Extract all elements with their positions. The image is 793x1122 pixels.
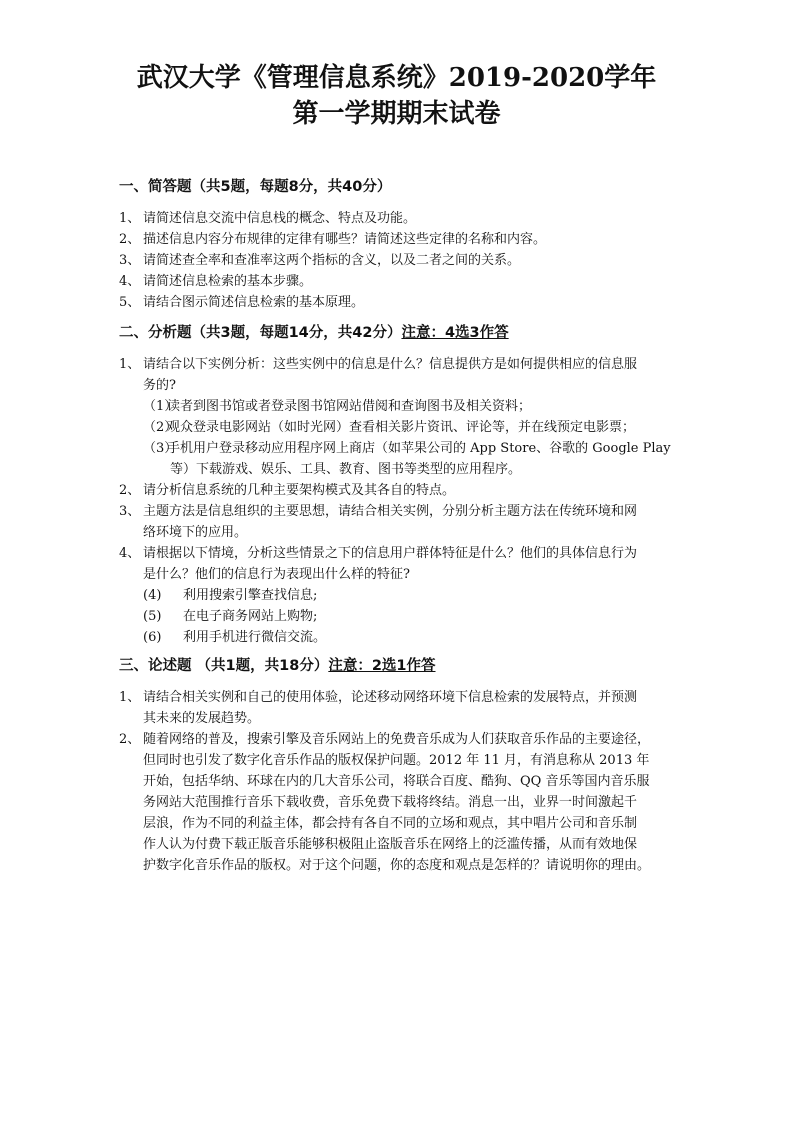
s3-question-2-line-4: 务网站大范围推行音乐下载收费，音乐免费下载将终结。消息一出，业界一时间激起千 — [143, 795, 638, 810]
question-number: 1、 — [119, 357, 141, 372]
section-2-heading — [119, 323, 509, 343]
question-number: 4、 — [119, 274, 141, 289]
question-text: 请结合以下实例分析：这些实例中的信息是什么？信息提供方是如何提供相应的信息服 — [143, 357, 638, 372]
s3-question-1-cont: 其未来的发展趋势。 — [143, 711, 261, 726]
item-text: 手机用户登录移动应用程序网上商店（如苹果公司的 App Store、谷歌的 Google Play — [167, 441, 671, 456]
section-1-heading: 一、简答题（共5题，每题8分，共40分） — [119, 179, 392, 195]
question-number: 3、 — [119, 504, 141, 519]
s3-question-2-line-5: 层浪，作为不同的利益主体，都会持有各自不同的立场和观点，其中唱片公司和音乐制 — [143, 816, 638, 831]
s2-q1-item-3 — [143, 438, 671, 459]
item-text: 利用搜索引擎查找信息; — [183, 588, 318, 603]
section-2-note: 注意：4选3作答 — [401, 325, 509, 341]
title-line-1: 武汉大学《管理信息系统》2019-2020学年 — [136, 63, 657, 93]
question-number: 4、 — [119, 546, 141, 561]
s3-question-2-line-6: 作人认为付费下载正版音乐能够积极阻止盗版音乐在网络上的泛滥传播，从而有效地保 — [143, 837, 638, 852]
s2-question-1-cont: 务的? — [143, 378, 176, 393]
question-text: 请简述信息交流中信息栈的概念、特点及功能。 — [143, 211, 417, 226]
question-number: 2、 — [119, 483, 141, 498]
s3-question-2 — [119, 729, 694, 750]
item-text: 读者到图书馆或者登录图书馆网站借阅和查询图书及相关资料； — [167, 399, 532, 414]
question-text: 请分析信息系统的几种主要架构模式及其各自的特点。 — [143, 483, 456, 498]
s1-question-4 — [119, 271, 694, 292]
item-number: （2） — [143, 420, 178, 435]
question-number: 1、 — [119, 690, 141, 705]
item-number: （1） — [143, 399, 178, 414]
s2-q1-item-3-cont: 等）下载游戏、娱乐、工具、教育、图书等类型的应用程序。 — [170, 462, 522, 477]
question-number: 2、 — [119, 732, 141, 747]
section-3-heading — [119, 656, 436, 676]
question-text: 描述信息内容分布规律的定律有哪些？请简述这些定律的名称和内容。 — [143, 232, 547, 247]
s2-q4-item-5 — [143, 606, 317, 627]
item-text: 观众登录电影网站（如时光网）查看相关影片资讯、评论等，并在线预定电影票； — [167, 420, 636, 435]
s1-question-1 — [119, 208, 694, 229]
question-text: 请简述信息检索的基本步骤。 — [143, 274, 313, 289]
s2-question-3 — [119, 501, 694, 522]
s2-q4-item-6 — [143, 627, 326, 648]
s2-question-2 — [119, 480, 694, 501]
s2-question-4 — [119, 543, 694, 564]
section-3-note: 注意：2选1作答 — [328, 658, 436, 674]
s2-question-1 — [119, 354, 694, 375]
item-number: (5) — [143, 609, 162, 624]
item-text: 利用手机进行微信交流。 — [183, 630, 327, 645]
question-text: 请结合图示简述信息检索的基本原理。 — [143, 295, 365, 310]
item-number: (4) — [143, 588, 162, 603]
question-number: 1、 — [119, 211, 141, 226]
s1-question-2 — [119, 229, 694, 250]
s2-q1-item-2 — [143, 417, 635, 438]
question-number: 2、 — [119, 232, 141, 247]
question-number: 5、 — [119, 295, 141, 310]
item-text: 在电子商务网站上购物; — [183, 609, 318, 624]
question-number: 3、 — [119, 253, 141, 268]
question-text: 随着网络的普及，搜索引擎及音乐网站上的免费音乐成为人们获取音乐作品的主要途径， — [143, 732, 651, 747]
section-3-title: 三、论述题 （共1题，共18分） — [119, 658, 329, 674]
s2-question-4-cont: 是什么？他们的信息行为表现出什么样的特征? — [143, 567, 410, 582]
s2-q1-item-1 — [143, 396, 531, 417]
s1-question-3 — [119, 250, 694, 271]
question-text: 请结合相关实例和自己的使用体验，论述移动网络环境下信息检索的发展特点，并预测 — [143, 690, 638, 705]
s1-question-5 — [119, 292, 694, 313]
s3-question-1 — [119, 687, 694, 708]
exam-title — [0, 60, 793, 132]
s3-question-2-line-3: 开始，包括华纳、环球在内的几大音乐公司，将联合百度、酷狗、QQ 音乐等国内音乐服 — [143, 774, 650, 789]
question-text: 请根据以下情境，分析这些情景之下的信息用户群体特征是什么？他们的具体信息行为 — [143, 546, 638, 561]
s3-question-2-line-7: 护数字化音乐作品的版权。对于这个问题，你的态度和观点是怎样的？请说明你的理由。 — [143, 858, 651, 873]
question-text: 主题方法是信息组织的主要思想，请结合相关实例，分别分析主题方法在传统环境和网 — [143, 504, 638, 519]
section-2-title: 二、分析题（共3题，每题14分，共42分） — [119, 325, 402, 341]
s2-q4-item-4 — [143, 585, 317, 606]
item-number: （3） — [143, 441, 178, 456]
title-line-2: 第一学期期末试卷 — [292, 99, 501, 129]
question-text: 请简述查全率和查准率这两个指标的含义，以及二者之间的关系。 — [143, 253, 521, 268]
s2-question-3-cont: 络环境下的应用。 — [143, 525, 248, 540]
item-number: (6) — [143, 630, 162, 645]
s3-question-2-line-2: 但同时也引发了数字化音乐作品的版权保护问题。2012 年 11 月，有消息称从 2013 年 — [143, 753, 650, 768]
